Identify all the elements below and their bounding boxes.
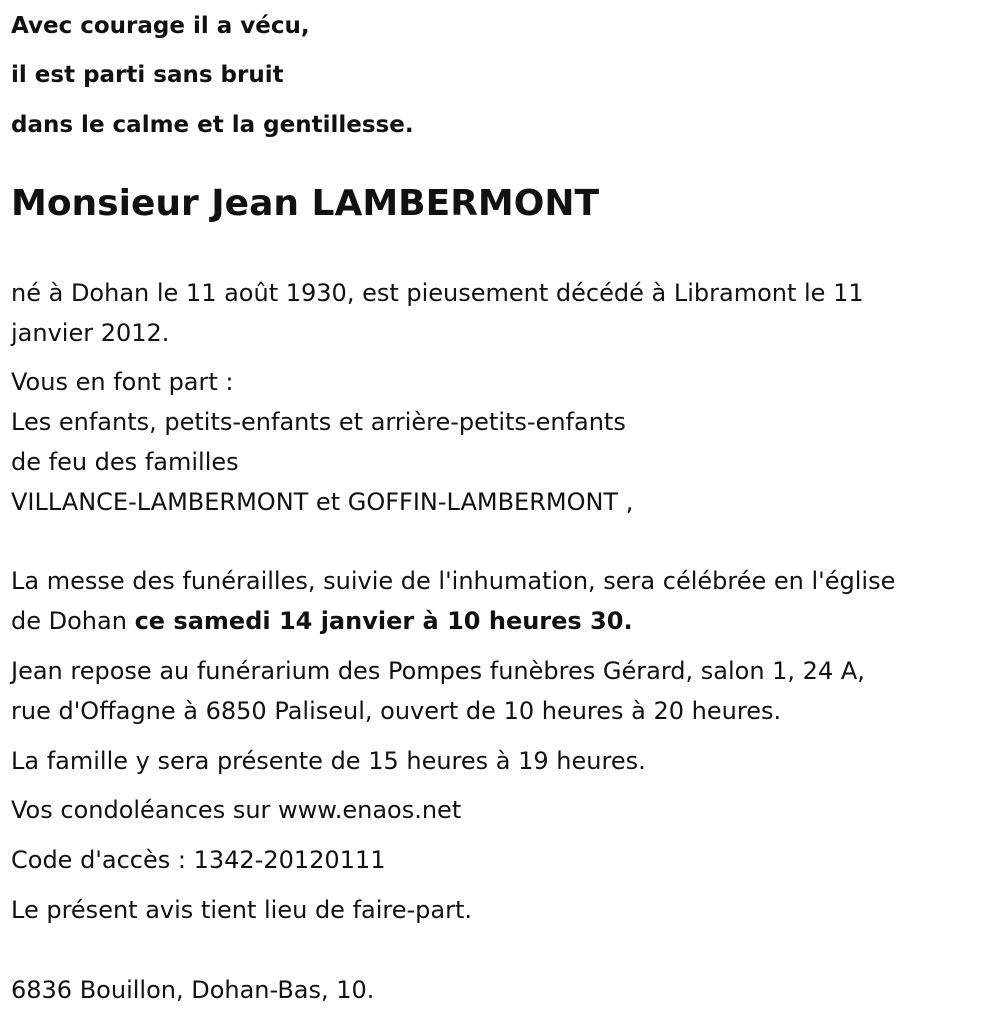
poem-line-1: Avec courage il a vécu, xyxy=(11,13,310,39)
poem-line-2: il est parti sans bruit xyxy=(11,62,284,88)
funeral-line-2 xyxy=(11,605,633,637)
poem-line-3: dans le calme et la gentillesse. xyxy=(11,112,414,138)
access-code: Code d'accès : 1342-20120111 xyxy=(11,846,386,874)
announcement-line-2: de feu des familles xyxy=(11,448,239,476)
funeral-line-2-prefix: de Dohan xyxy=(11,607,135,635)
announcement-line-3: VILLANCE-LAMBERMONT et GOFFIN-LAMBERMONT , xyxy=(11,488,634,516)
birth-death-line-2: janvier 2012. xyxy=(11,319,170,347)
announcement-line-1: Les enfants, petits-enfants et arrière-petits-enfants xyxy=(11,408,626,436)
condolences: Vos condoléances sur www.enaos.net xyxy=(11,796,462,824)
funeral-line-1: La messe des funérailles, suivie de l'inhumation, sera célébrée en l'église xyxy=(11,567,896,595)
birth-death-line-1: né à Dohan le 11 août 1930, est pieusement décédé à Libramont le 11 xyxy=(11,279,864,307)
funerarium-line-2: rue d'Offagne à 6850 Paliseul, ouvert de 10 heures à 20 heures. xyxy=(11,697,782,725)
address: 6836 Bouillon, Dohan-Bas, 10. xyxy=(11,976,375,1004)
notice: Le présent avis tient lieu de faire-part. xyxy=(11,896,473,924)
funerarium-line-1: Jean repose au funérarium des Pompes funèbres Gérard, salon 1, 24 A, xyxy=(11,657,865,685)
funeral-date-time: ce samedi 14 janvier à 10 heures 30. xyxy=(134,607,633,635)
announcement-intro: Vous en font part : xyxy=(11,368,234,396)
family-presence: La famille y sera présente de 15 heures à 19 heures. xyxy=(11,747,646,775)
deceased-name: Monsieur Jean LAMBERMONT xyxy=(11,183,600,224)
